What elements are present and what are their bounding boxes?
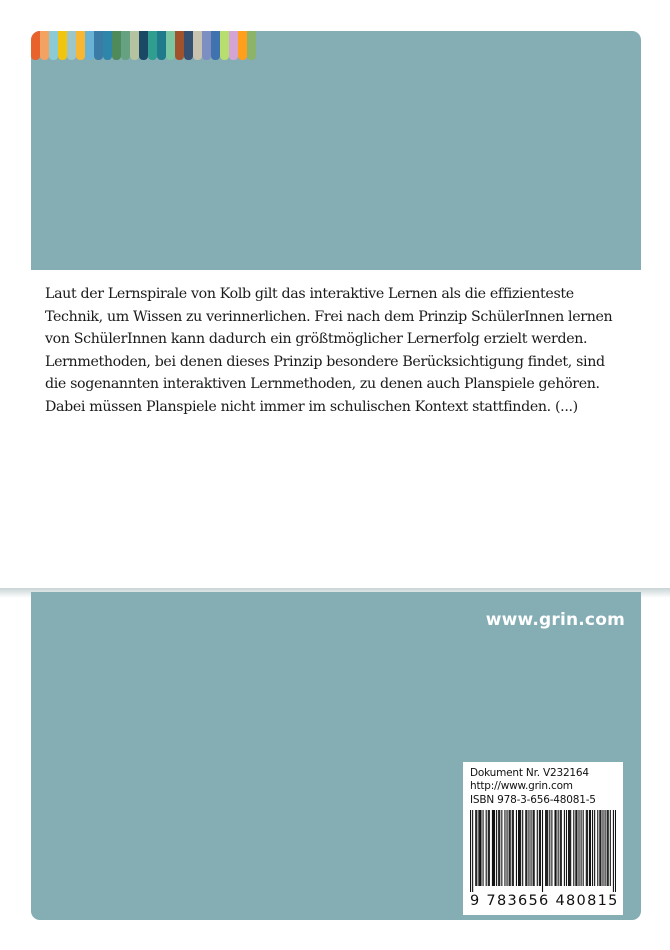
barcode-bar (528, 810, 529, 886)
barcode-bar (560, 810, 561, 886)
barcode-bar (526, 810, 527, 886)
accent-stripe (166, 31, 175, 60)
accent-stripe (211, 31, 220, 60)
accent-stripe (31, 31, 40, 60)
barcode-bar (520, 810, 521, 886)
barcode-bar (570, 810, 571, 886)
accent-stripe (139, 31, 148, 60)
barcode-bar (537, 810, 538, 886)
accent-stripe (85, 31, 94, 60)
barcode-bar (488, 810, 489, 886)
barcode-bar (599, 810, 600, 886)
barcode-bar (470, 810, 471, 892)
barcode-bar (492, 810, 493, 886)
barcode-bar (498, 810, 499, 886)
barcode-bar (587, 810, 588, 886)
barcode-bar (509, 810, 510, 886)
barcode-bar (519, 810, 520, 886)
barcode-bar (556, 810, 557, 886)
barcode-bar (512, 810, 513, 886)
barcode-bar (479, 810, 480, 886)
barcode-bar (493, 810, 494, 886)
barcode-bar (478, 810, 479, 886)
accent-stripe (184, 31, 193, 60)
accent-stripe (157, 31, 166, 60)
accent-stripe (121, 31, 130, 60)
barcode-bar (494, 810, 495, 886)
barcode-bar (486, 810, 487, 886)
barcode-bar (561, 810, 562, 886)
barcode-bar (534, 810, 535, 886)
barcode-bar (602, 810, 603, 886)
barcode-bar (547, 810, 548, 886)
barcode-bar (576, 810, 577, 886)
barcode-digits: 9 783656 480815 (470, 893, 619, 910)
accent-stripe (130, 31, 139, 60)
barcode-bar (499, 810, 500, 886)
barcode-bar (549, 810, 550, 886)
barcode-bar (510, 810, 511, 886)
document-info-block (463, 762, 623, 915)
barcode-bar (476, 810, 477, 886)
barcode-bar (594, 810, 595, 886)
barcode-bar (600, 810, 601, 886)
barcode-bar (525, 810, 526, 886)
accent-stripe (76, 31, 85, 60)
barcode-bar (597, 810, 598, 886)
barcode-bar (475, 810, 476, 886)
barcode-bar (533, 810, 534, 886)
barcode-bar (586, 810, 587, 886)
barcode-bar (551, 810, 552, 886)
accent-stripe (58, 31, 67, 60)
accent-stripe (49, 31, 58, 60)
barcode-bar (546, 810, 547, 886)
barcode-bar (489, 810, 490, 886)
barcode-bar (504, 810, 505, 886)
barcode-bar (573, 810, 574, 886)
publisher-website: www.grin.com (485, 610, 625, 630)
barcode-bar (590, 810, 591, 886)
barcode-bar (568, 810, 569, 886)
accent-stripe (247, 31, 256, 60)
accent-stripe (67, 31, 76, 60)
barcode-bar (516, 810, 517, 886)
cover-bottom-panel (31, 592, 641, 920)
barcode-bar (540, 810, 541, 886)
barcode-bar (507, 810, 508, 886)
barcode-bar (480, 810, 481, 886)
barcode-bar (566, 810, 567, 886)
accent-stripe (103, 31, 112, 60)
barcode-bar (592, 810, 593, 886)
barcode-bar (496, 810, 497, 886)
barcode-bar (513, 810, 514, 886)
barcode-bar (610, 810, 611, 886)
barcode-bar (564, 810, 565, 886)
barcode-bar (613, 810, 614, 892)
barcode-bar (472, 810, 473, 892)
barcode-bar (615, 810, 616, 892)
barcode-bar (575, 810, 576, 886)
accent-stripe (202, 31, 211, 60)
back-cover-blurb: Laut der Lernspirale von Kolb gilt das interaktive Lernen als die effizienteste Technik, um Wissen zu verinnerlichen. Frei nach dem Prinzip SchülerInnen lernen von SchülerInnen kann dadurch ein größtmöglicher Lernerfolg erzielt werden. Lernmethoden, bei denen dieses Prinzip besondere Berücksichtigung findet, sind die sogenannten interaktiven Lernmethoden, zu denen auch Planspiele gehören. Dabei müssen Planspiele nicht immer im schulischen Kontext stattfinden. (...) (45, 286, 613, 415)
accent-stripe (193, 31, 202, 60)
document-number: Dokument Nr. V232164 (470, 767, 589, 779)
cover-top-panel (31, 31, 641, 270)
accent-stripe (94, 31, 103, 60)
barcode-bar (589, 810, 590, 886)
barcode-bar (578, 810, 579, 886)
barcode-bar (522, 810, 523, 886)
accent-stripe (40, 31, 49, 60)
barcode-bar (569, 810, 570, 886)
accent-stripe (229, 31, 238, 60)
accent-stripes (31, 31, 256, 60)
accent-stripe (238, 31, 247, 60)
barcode-bar (607, 810, 608, 886)
accent-stripe (220, 31, 229, 60)
barcode-bar (545, 810, 546, 886)
barcode-bar (608, 810, 609, 886)
barcode-bar (518, 810, 519, 886)
barcode-bar (501, 810, 502, 886)
barcode-bar (554, 810, 555, 886)
barcode-bar (483, 810, 484, 886)
document-url: http://www.grin.com (470, 780, 573, 793)
accent-stripe (148, 31, 157, 60)
barcode-bar (530, 810, 531, 886)
barcode-bar (605, 810, 606, 886)
isbn-line: ISBN 978-3-656-48081-5 (470, 793, 596, 806)
accent-stripe (112, 31, 121, 60)
barcode (470, 810, 616, 892)
barcode-bar (583, 810, 584, 886)
barcode-bar (539, 810, 540, 886)
barcode-bar (558, 810, 559, 886)
barcode-bar (581, 810, 582, 886)
barcode-bar (542, 810, 543, 892)
accent-stripe (175, 31, 184, 60)
